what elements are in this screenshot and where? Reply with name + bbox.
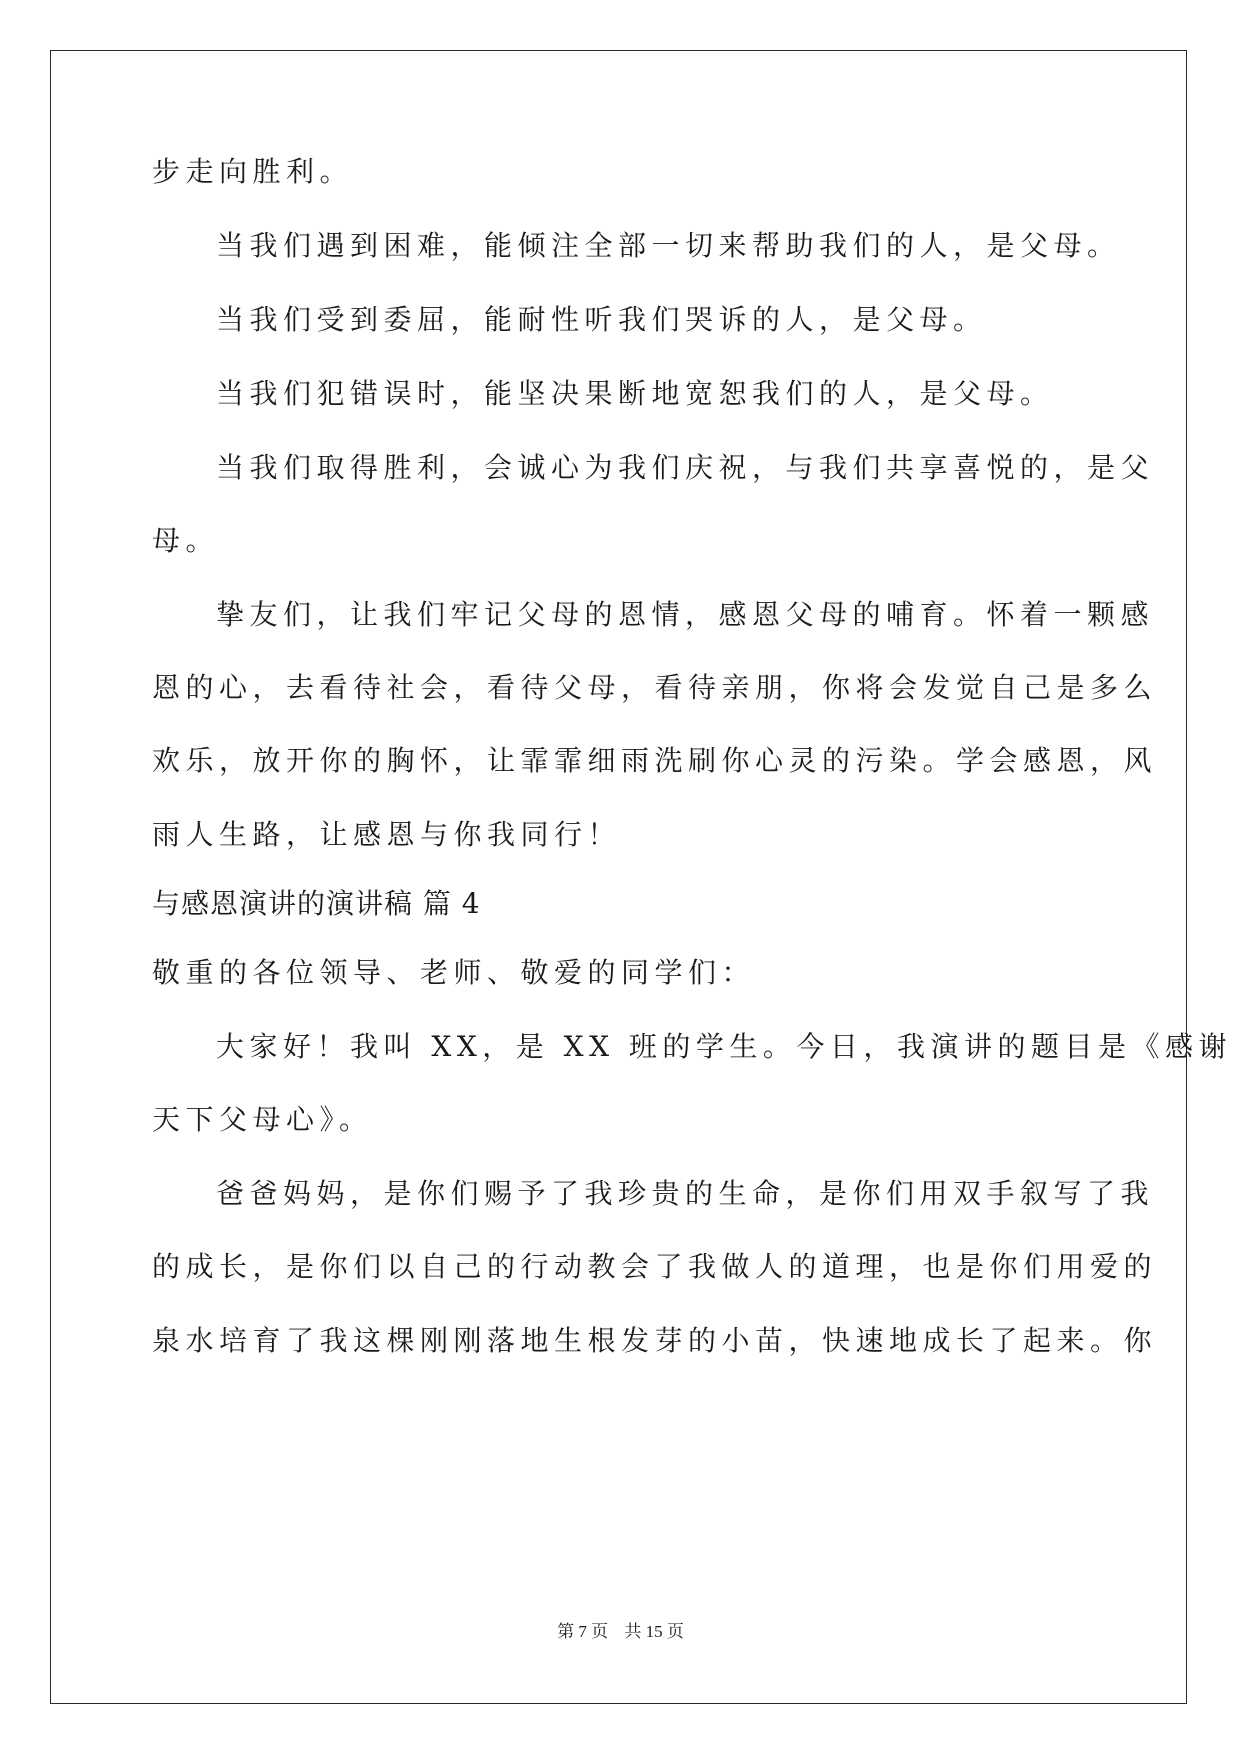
page-border (50, 50, 1187, 1704)
text-line: 母。 (152, 524, 220, 557)
paragraph-line: 当我们取得胜利，会诚心为我们庆祝，与我们共享喜悦的，是父 (216, 451, 1155, 484)
section-heading: 与感恩演讲的演讲稿 篇 4 (152, 887, 481, 920)
page-number: 第 7 页 (557, 1622, 609, 1641)
text-line: 步走向胜利。 (152, 155, 354, 188)
paragraph-line: 当我们受到委屈，能耐性听我们哭诉的人，是父母。 (216, 303, 987, 336)
page-footer (0, 1620, 1241, 1644)
text-line: 恩的心，去看待社会，看待父母，看待亲朋，你将会发觉自己是多么 (152, 671, 1158, 704)
page-total: 共 15 页 (624, 1622, 684, 1641)
paragraph-line: 当我们犯错误时，能坚决果断地宽恕我们的人，是父母。 (216, 377, 1054, 410)
text-line: 泉水培育了我这棵刚刚落地生根发芽的小苗，快速地成长了起来。你 (152, 1324, 1158, 1357)
paragraph-line: 大家好！我叫 XX，是 XX 班的学生。今日，我演讲的题目是《感谢 (216, 1030, 1232, 1063)
text-line: 天下父母心》。 (152, 1103, 373, 1136)
salutation: 敬重的各位领导、老师、敬爱的同学们： (152, 956, 756, 989)
text-line: 的成长，是你们以自己的行动教会了我做人的道理，也是你们用爱的 (152, 1250, 1158, 1283)
text-line: 欢乐，放开你的胸怀，让霏霏细雨洗刷你心灵的污染。学会感恩，风 (152, 744, 1158, 777)
paragraph-line: 当我们遇到困难，能倾注全部一切来帮助我们的人，是父母。 (216, 229, 1121, 262)
paragraph-line: 爸爸妈妈，是你们赐予了我珍贵的生命，是你们用双手叙写了我 (216, 1177, 1155, 1210)
paragraph-line: 挚友们，让我们牢记父母的恩情，感恩父母的哺育。怀着一颗感 (216, 598, 1155, 631)
text-line: 雨人生路，让感恩与你我同行！ (152, 818, 622, 851)
